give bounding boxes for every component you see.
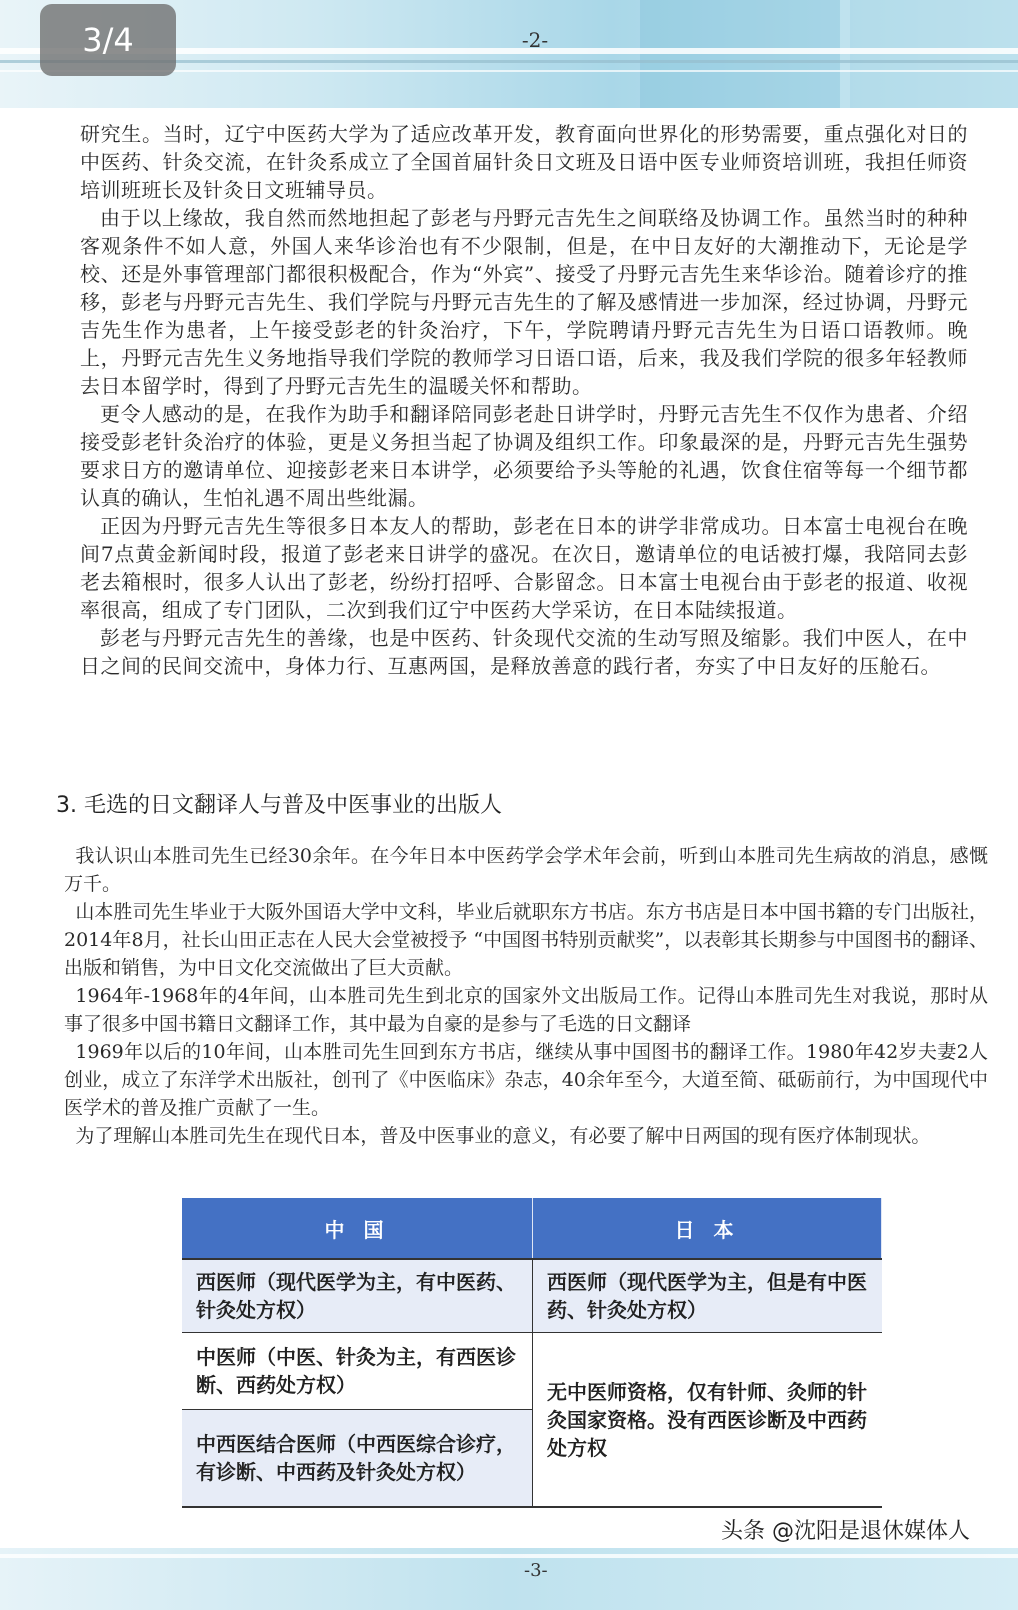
watermark: 头条 @沈阳是退休媒体人 bbox=[721, 1519, 970, 1544]
page-number: -2- bbox=[521, 28, 549, 52]
section-heading: 3. 毛选的日文翻译人与普及中医事业的出版人 bbox=[56, 793, 502, 818]
footer-stripe bbox=[0, 1554, 1018, 1558]
paragraph: 由于以上缘故，我自然而然地担起了彭老与丹野元吉先生之间联络及协调工作。虽然当时的种种客观条件不如人意，外国人来华诊治也有不少限制，但是，在中日友好的大潮推动下，无论是学校、还是外事管理部门都很积极配合，作为“外宾”、接受了丹野元吉先生来华诊治。随着诊疗的推移，彭老与丹野元吉先生、我们学院与丹野元吉先生的了解及感情进一步加深，经过协调，丹野元吉先生作为患者，上午接受彭老的针灸治疗，下午，学院聘请丹野元吉先生为日语口语教师。晚上，丹野元吉先生义务地指导我们学院的教师学习日语口语，后来，我及我们学院的很多年轻教师去日本留学时，得到了丹野元吉先生的温暖关怀和帮助。 bbox=[80, 206, 968, 398]
footer-page-number: -3- bbox=[524, 1560, 548, 1581]
paragraph: 彭老与丹野元吉先生的善缘，也是中医药、针灸现代交流的生动写照及缩影。我们中医人，在中日之间的民间交流中，身体力行、互惠两国，是释放善意的践行者，夯实了中日友好的压舱石。 bbox=[80, 626, 968, 678]
header-decoration bbox=[850, 0, 1018, 108]
paragraph: 研究生。当时，辽宁中医药大学为了适应改革开发，教育面向世界化的形势需要，重点强化对日的中医药、针灸交流，在针灸系成立了全国首届针灸日文班及日语中医专业师资培训班，我担任师资培训班班长及针灸日文班辅导员。 bbox=[80, 122, 968, 202]
paragraph: 更令人感动的是，在我作为助手和翻译陪同彭老赴日讲学时，丹野元吉先生不仅作为患者、介绍接受彭老针灸治疗的体验，更是义务担当起了协调及组织工作。印象最深的是，丹野元吉先生强势要求日方的邀请单位、迎接彭老来日本讲学，必须要给予头等舱的礼遇，饮食住宿等每一个细节都认真的确认，生怕礼遇不周出些纰漏。 bbox=[80, 402, 968, 510]
paragraph: 为了理解山本胜司先生在现代日本，普及中医事业的意义，有必要了解中日两国的现有医疗体制现状。 bbox=[75, 1125, 931, 1147]
table-header-japan: 日 本 bbox=[533, 1198, 882, 1259]
header-decoration bbox=[640, 0, 840, 108]
table-cell: 无中医师资格，仅有针师、灸师的针灸国家资格。没有西医诊断及中西药处方权 bbox=[547, 1379, 867, 1460]
table-header-china: 中 国 bbox=[182, 1198, 533, 1259]
table-row bbox=[182, 1259, 882, 1333]
body-text bbox=[80, 120, 968, 680]
paragraph: 山本胜司先生毕业于大阪外国语大学中文科，毕业后就职东方书店。东方书店是日本中国书籍的专门出版社，2014年8月，社长山田正志在人民大会堂被授予 “中国图书特别贡献奖”，以表彰其长期参与中国图书的翻译、出版和销售，为中日文化交流做出了巨大贡献。 bbox=[64, 901, 988, 979]
paragraph: 正因为丹野元吉先生等很多日本友人的帮助，彭老在日本的讲学非常成功。日本富士电视台在晚间7点黄金新闻时段，报道了彭老来日讲学的盛况。在次日，邀请单位的电话被打爆，我陪同去彭老去箱根时，很多人认出了彭老，纷纷打招呼、合影留念。日本富士电视台由于彭老的报道、收视率很高，组成了专门团队，二次到我们辽宁中医药大学采访，在日本陆续报道。 bbox=[80, 514, 968, 622]
table-cell: 西医师（现代医学为主，但是有中医药、针灸处方权） bbox=[533, 1259, 882, 1333]
page-footer-band bbox=[0, 1548, 1018, 1610]
table-cell: 中西医结合医师（中西医综合诊疗，有诊断、中西药及针灸处方权） bbox=[182, 1410, 533, 1508]
comparison-table bbox=[182, 1198, 882, 1508]
table-cell: 西医师（现代医学为主，有中医药、针灸处方权） bbox=[182, 1259, 533, 1333]
paragraph: 1969年以后的10年间，山本胜司先生回到东方书店，继续从事中国图书的翻译工作。1980年42岁夫妻2人创业，成立了东洋学术出版社，创刊了《中医临床》杂志，40余年至今，大道至简、砥砺前行，为中国现代中医学术的普及推广贡献了一生。 bbox=[64, 1041, 988, 1119]
table-cell: 中医师（中医、针灸为主，有西医诊断、西药处方权） bbox=[182, 1333, 533, 1410]
paragraph: 1964年-1968年的4年间，山本胜司先生到北京的国家外文出版局工作。记得山本胜司先生对我说，那时从事了很多中国书籍日文翻译工作，其中最为自豪的是参与了毛选的日文翻译 bbox=[64, 985, 988, 1035]
page-indicator-badge[interactable]: 3/4 bbox=[40, 4, 176, 76]
table-row bbox=[182, 1333, 882, 1410]
section-body-text bbox=[64, 842, 988, 1150]
paragraph: 我认识山本胜司先生已经30余年。在今年日本中医药学会学术年会前，听到山本胜司先生病故的消息，感慨万千。 bbox=[64, 845, 988, 895]
